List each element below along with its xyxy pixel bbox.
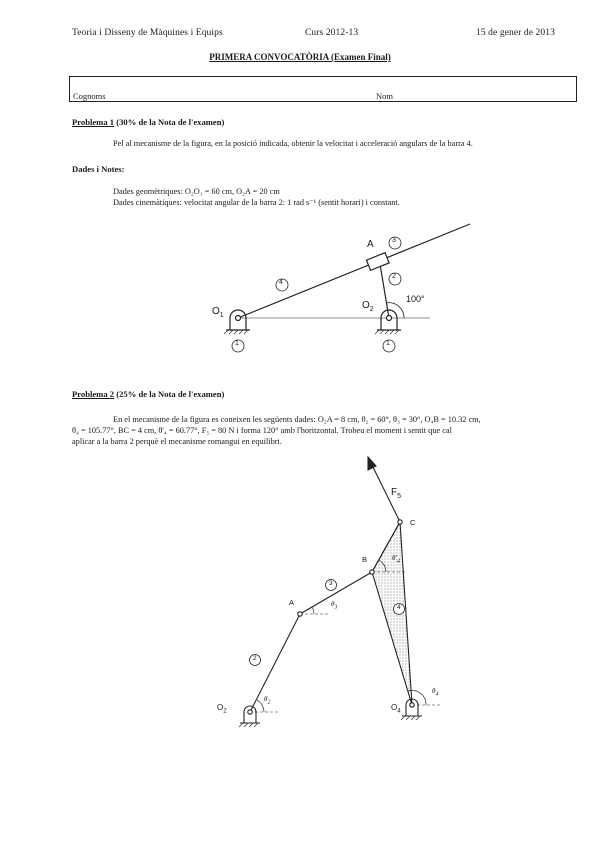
label-o2-letter: O <box>362 300 370 311</box>
theta3-letter: θ <box>331 600 335 608</box>
label-o2b <box>217 703 227 715</box>
label-o4 <box>391 703 401 715</box>
label-c: C <box>410 518 416 527</box>
theta3-label <box>331 600 337 610</box>
exam-title: PRIMERA CONVOCATÒRIA (Examen Final) <box>209 52 391 62</box>
force-arrowhead <box>368 457 376 470</box>
label-o4-letter: O <box>391 703 398 712</box>
force-label <box>391 487 401 500</box>
angle-label: 100° <box>406 294 425 304</box>
problem1-weight: (30% de la Nota de l'examen) <box>116 117 225 127</box>
bar3-number: 3 <box>392 237 396 244</box>
pin-b <box>370 570 374 574</box>
problem1-geometric-data: Dades geomètriques: O₂O₁ = 60 cm, O₂A = 20 cm <box>113 187 280 196</box>
pin-c <box>398 520 402 524</box>
name-label: Nom <box>376 91 393 101</box>
force-letter: F <box>391 487 398 498</box>
theta4-letter: θ <box>432 687 436 695</box>
theta2-sub: 2 <box>267 699 271 706</box>
problem1-heading: Problema 1 <box>72 117 115 127</box>
academic-year: Curs 2012-13 <box>305 28 359 38</box>
bar3-number-p2: 3 <box>329 580 333 587</box>
label-o2b-sub: 2 <box>223 708 227 715</box>
label-b: B <box>362 555 368 564</box>
pin-a <box>298 612 302 616</box>
theta4p-sub: 4 <box>396 558 400 565</box>
exam-date: 15 de gener de 2013 <box>476 28 555 38</box>
force-sub: 5 <box>397 493 402 500</box>
label-a: A <box>367 239 374 250</box>
ground-right-number: 1 <box>386 340 390 347</box>
label-o1-letter: O <box>212 306 220 317</box>
problem2-line1: En el mecanisme de la figura es coneixen les següents dades: O₂A = 8 cm, θ₂ = 60°, θ₃ = 30°, O₄B = 10.32 cm, <box>113 415 481 424</box>
problem1-kinematic-data: Dades cinemàtiques: velocitat angular de la barra 2: 1 rad s⁻¹ (sentit horari) i constant. <box>113 198 400 207</box>
bar4-number-p2: 4 <box>397 604 401 611</box>
label-o1-sub: 1 <box>219 312 224 319</box>
surname-label: Cognoms <box>73 91 106 101</box>
problem2-heading: Problema 2 <box>72 389 115 399</box>
theta2-letter: θ <box>264 695 268 703</box>
course-name: Teoria i Disseny de Màquines i Equips <box>72 28 223 38</box>
theta2-label <box>264 695 270 705</box>
problem1-notes-title: Dades i Notes: <box>72 164 125 174</box>
problem2-line2: θ₄ = 105.77°, BC = 4 cm, θ'₄ = 60.77°, F₅ = 80 N i forma 120° amb l'horitzontal. Trobeu el moment i sentit que cal <box>72 426 452 435</box>
label-o2-sub: 2 <box>369 306 374 313</box>
problem2-line3: aplicar a la barra 2 perquè el mecanisme romangui en equilibri. <box>72 437 282 446</box>
label-o2b-letter: O <box>217 703 224 712</box>
theta3-sub: 3 <box>334 604 338 611</box>
problem2-weight: (25% de la Nota de l'examen) <box>116 389 225 399</box>
bar-2 <box>250 614 300 712</box>
bar2-number-p2: 2 <box>253 655 257 662</box>
problem1-statement: Pel al mecanisme de la figura, en la posició indicada, obtenir la velocitat i acceleració angulars de la barra 4. <box>113 139 473 148</box>
theta4-label <box>432 687 438 697</box>
theta4p-letter: θ' <box>392 554 397 562</box>
bar-4-triangle <box>372 522 412 705</box>
pin-o4 <box>410 703 414 707</box>
bar2-number: 2 <box>392 273 396 280</box>
ground-left-number: 1 <box>235 340 239 347</box>
label-o4-sub: 4 <box>397 708 401 715</box>
theta4p-label <box>392 554 400 564</box>
theta4-sub: 4 <box>435 691 439 698</box>
label-a2: A <box>289 598 295 607</box>
bar4-number: 4 <box>279 279 283 286</box>
pin-o2 <box>248 710 252 714</box>
